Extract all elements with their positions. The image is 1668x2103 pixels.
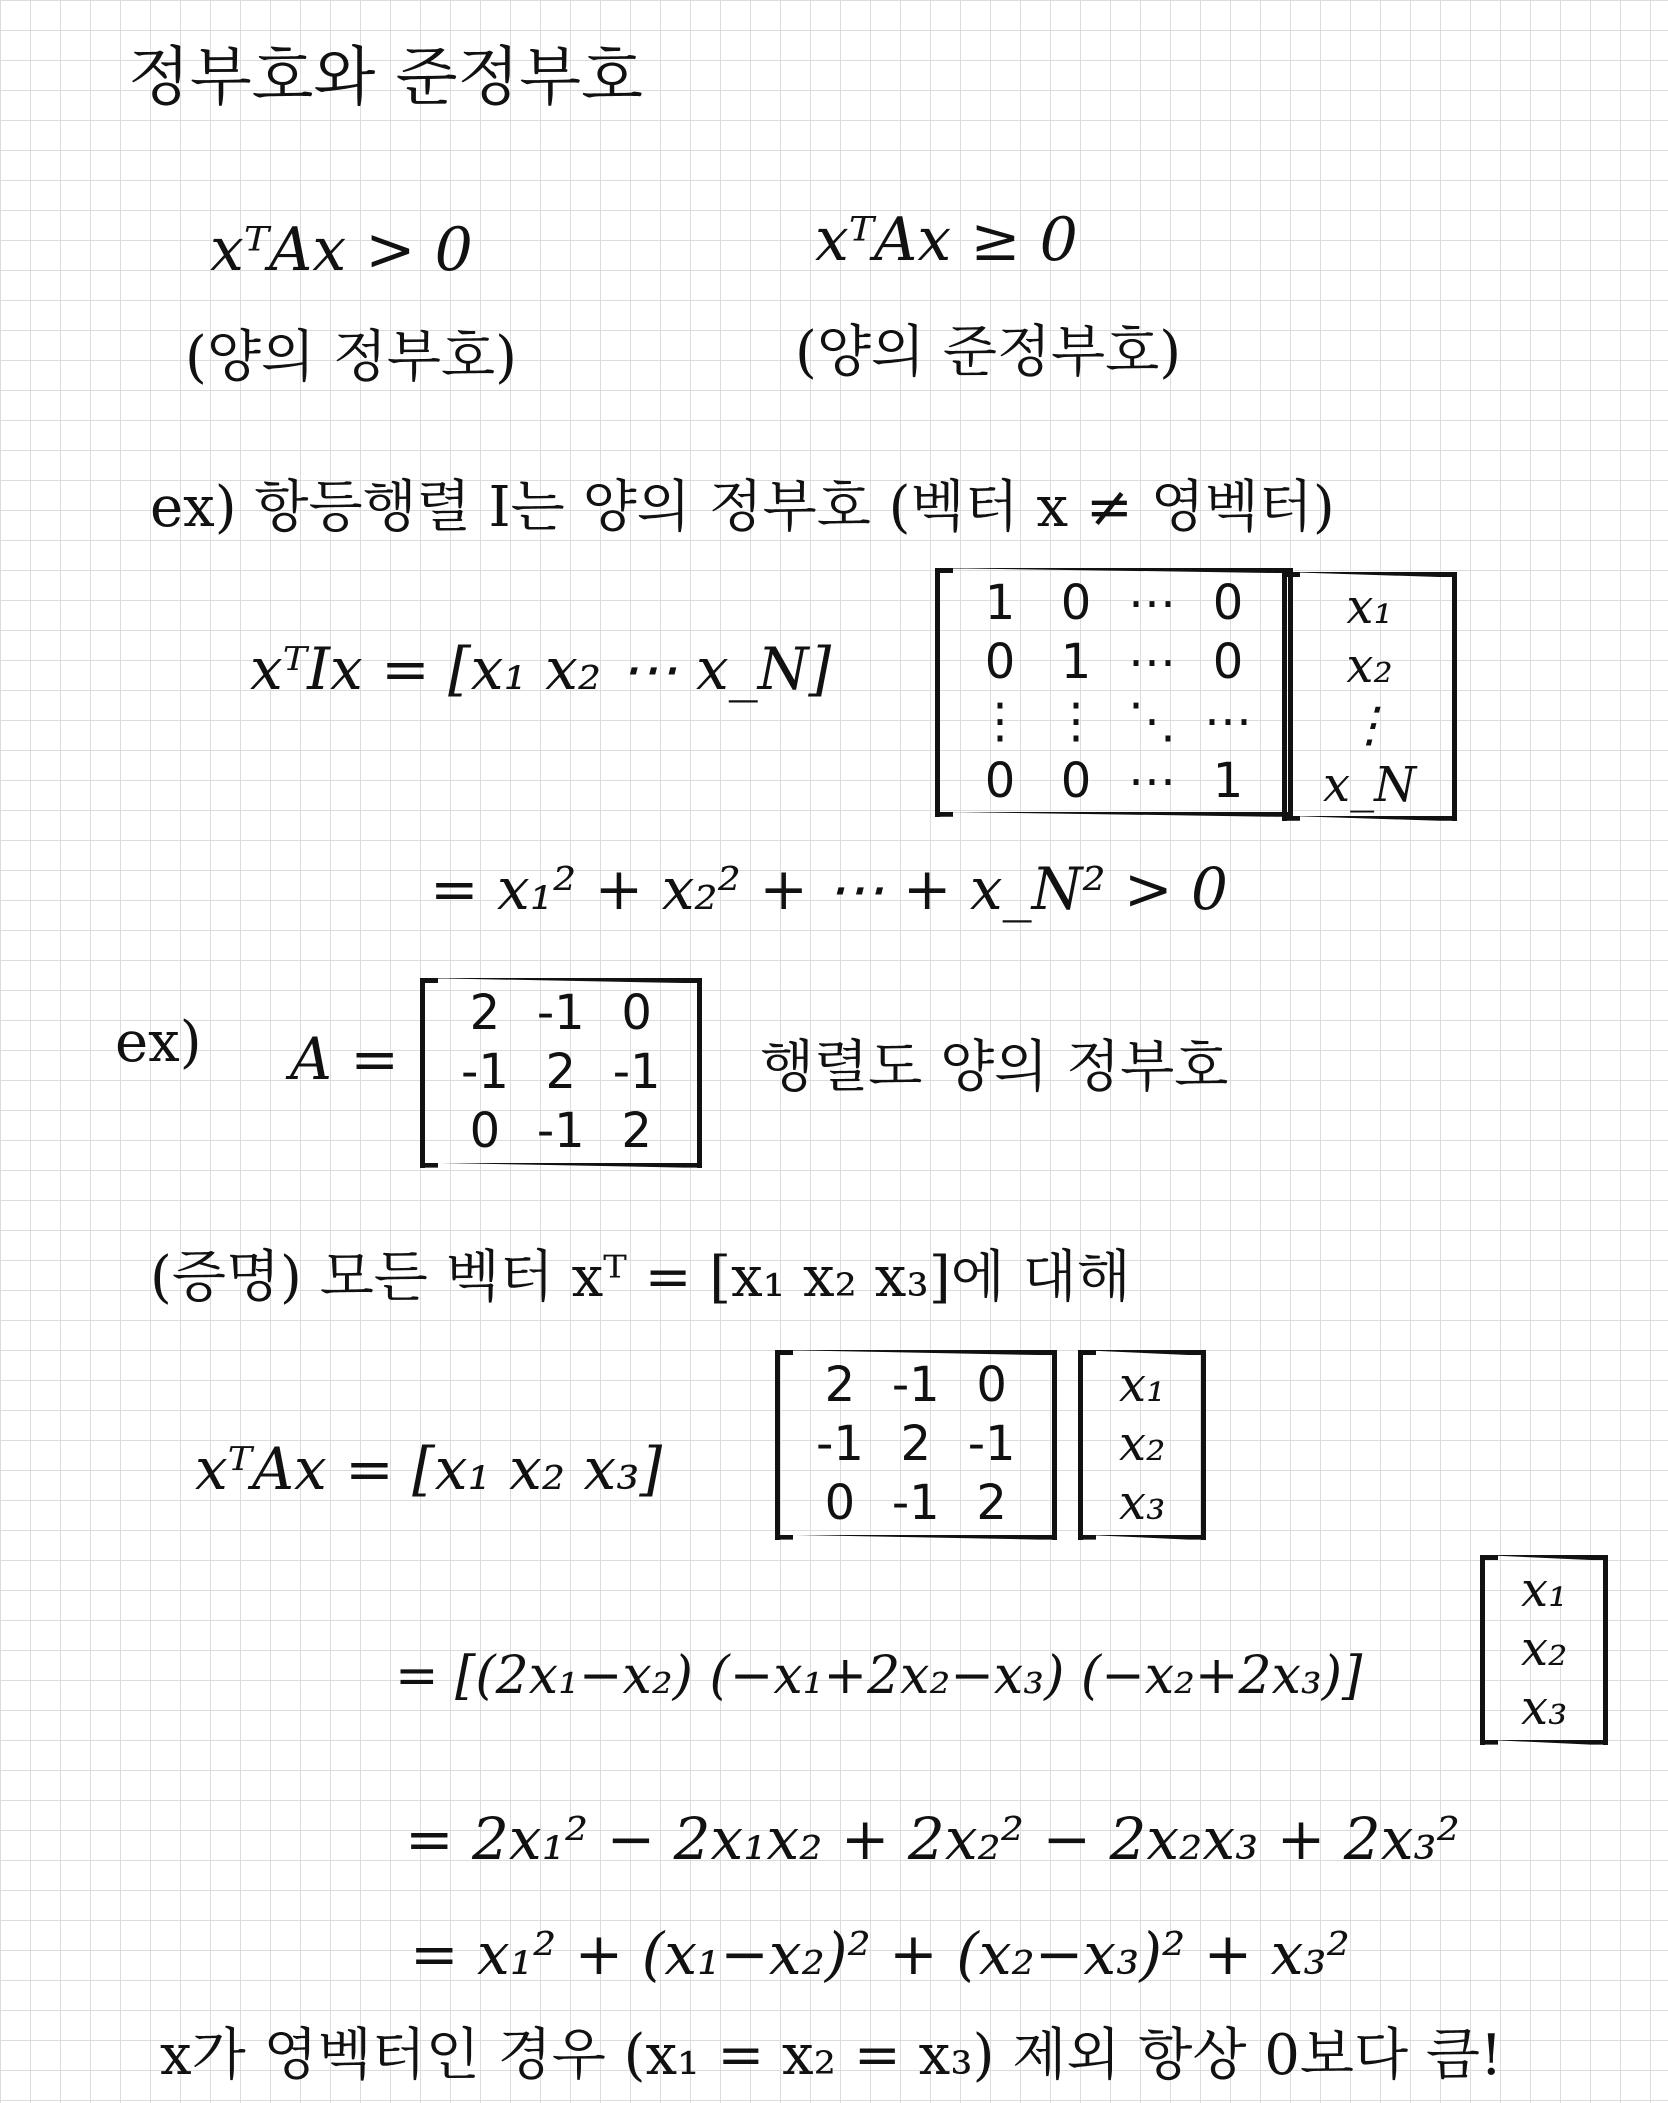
vector-x-proof	[1078, 1350, 1206, 1540]
identity-cell: 1	[984, 575, 1016, 631]
matrix-A-example	[420, 978, 702, 1168]
matrix-cell: 2	[900, 1416, 932, 1473]
vector-entry: x₃	[1521, 1680, 1568, 1737]
matrix-cell: -1	[967, 1416, 1016, 1473]
identity-cell: ⋯	[1128, 634, 1176, 691]
identity-cell: 0	[1212, 634, 1244, 691]
positive-semidefinite-label: (양의 준정부호)	[795, 320, 1182, 385]
proof-step3: = x₁² + (x₁−x₂)² + (x₂−x₃)² + x₃²	[410, 1920, 1350, 1988]
example2-lhs: A =	[290, 1025, 399, 1093]
identity-cell: 0	[984, 752, 1016, 809]
example1-result: = x₁² + x₂² + ⋯ + x_N² > 0	[430, 855, 1228, 923]
identity-cell: 1	[1212, 752, 1244, 809]
vector-x-example1	[1282, 572, 1457, 821]
matrix-cell: 0	[824, 1475, 856, 1532]
vector-entry: x_N	[1323, 756, 1417, 813]
proof-lhs: xᵀAx = [x₁ x₂ x₃]	[195, 1435, 663, 1503]
vector-entry: ⋮	[1345, 697, 1394, 754]
identity-cell: ⋮	[976, 693, 1024, 750]
matrix-cell: 2	[469, 985, 501, 1041]
matrix-cell: -1	[816, 1416, 864, 1473]
identity-cell: 0	[1060, 575, 1092, 631]
matrix-cell: 2	[545, 1044, 577, 1101]
positive-semidefinite-expr: xᵀAx ≥ 0	[815, 205, 1078, 275]
example2-label: ex)	[115, 1010, 202, 1075]
matrix-cell: 2	[976, 1475, 1007, 1532]
identity-cell: ⋯	[1128, 575, 1176, 631]
matrix-cell: 2	[621, 1103, 652, 1160]
proof-step1: = [(2x₁−x₂) (−x₁+2x₂−x₃) (−x₂+2x₃)]	[395, 1646, 1363, 1706]
positive-definite-label: (양의 정부호)	[185, 325, 517, 390]
page-title: 정부호와 준정부호	[128, 41, 643, 115]
vector-entry: x₁	[1521, 1562, 1568, 1618]
identity-cell: 0	[984, 634, 1016, 691]
matrix-cell: 0	[469, 1103, 501, 1160]
vector-entry: x₂	[1119, 1416, 1166, 1473]
vector-entry: x₃	[1119, 1475, 1166, 1532]
positive-definite-expr: xᵀAx > 0	[210, 215, 473, 285]
matrix-cell: -1	[891, 1475, 940, 1532]
example1-lhs: xᵀIx = [x₁ x₂ ⋯ x_N]	[250, 635, 832, 703]
proof-conclusion: x가 영벡터인 경우 (x₁ = x₂ = x₃) 제외 항상 0보다 큼!	[160, 2023, 1503, 2088]
identity-cell: ⋯	[1128, 752, 1176, 809]
vector-entry: x₂	[1346, 638, 1393, 695]
identity-cell: ⋱	[1128, 693, 1176, 750]
matrix-cell: 0	[976, 1357, 1007, 1413]
identity-cell: 0	[1060, 752, 1092, 809]
proof-heading: (증명) 모든 벡터 xᵀ = [x₁ x₂ x₃]에 대해	[150, 1245, 1131, 1310]
matrix-cell: -1	[891, 1357, 940, 1413]
identity-cell: 0	[1212, 575, 1244, 631]
vector-x-step1	[1480, 1555, 1608, 1745]
identity-matrix	[935, 568, 1293, 817]
proof-step2: = 2x₁² − 2x₁x₂ + 2x₂² − 2x₂x₃ + 2x₃²	[405, 1805, 1460, 1873]
identity-cell: 1	[1060, 634, 1092, 691]
matrix-cell: -1	[612, 1044, 661, 1101]
matrix-A-proof	[775, 1350, 1057, 1540]
matrix-cell: 0	[621, 985, 652, 1041]
identity-cell: ⋮	[1052, 693, 1100, 750]
identity-cell: ⋯	[1204, 693, 1252, 750]
example1-heading: ex) 항등행렬 I는 양의 정부호 (벡터 x ≠ 영벡터)	[150, 475, 1335, 540]
matrix-cell: -1	[461, 1044, 509, 1101]
matrix-cell: -1	[536, 985, 585, 1041]
vector-entry: x₁	[1119, 1357, 1166, 1413]
matrix-cell: -1	[536, 1103, 585, 1160]
vector-entry: x₂	[1521, 1621, 1568, 1678]
example2-note: 행렬도 양의 정부호	[760, 1035, 1229, 1100]
vector-entry: x₁	[1346, 579, 1393, 635]
matrix-cell: 2	[824, 1357, 856, 1413]
